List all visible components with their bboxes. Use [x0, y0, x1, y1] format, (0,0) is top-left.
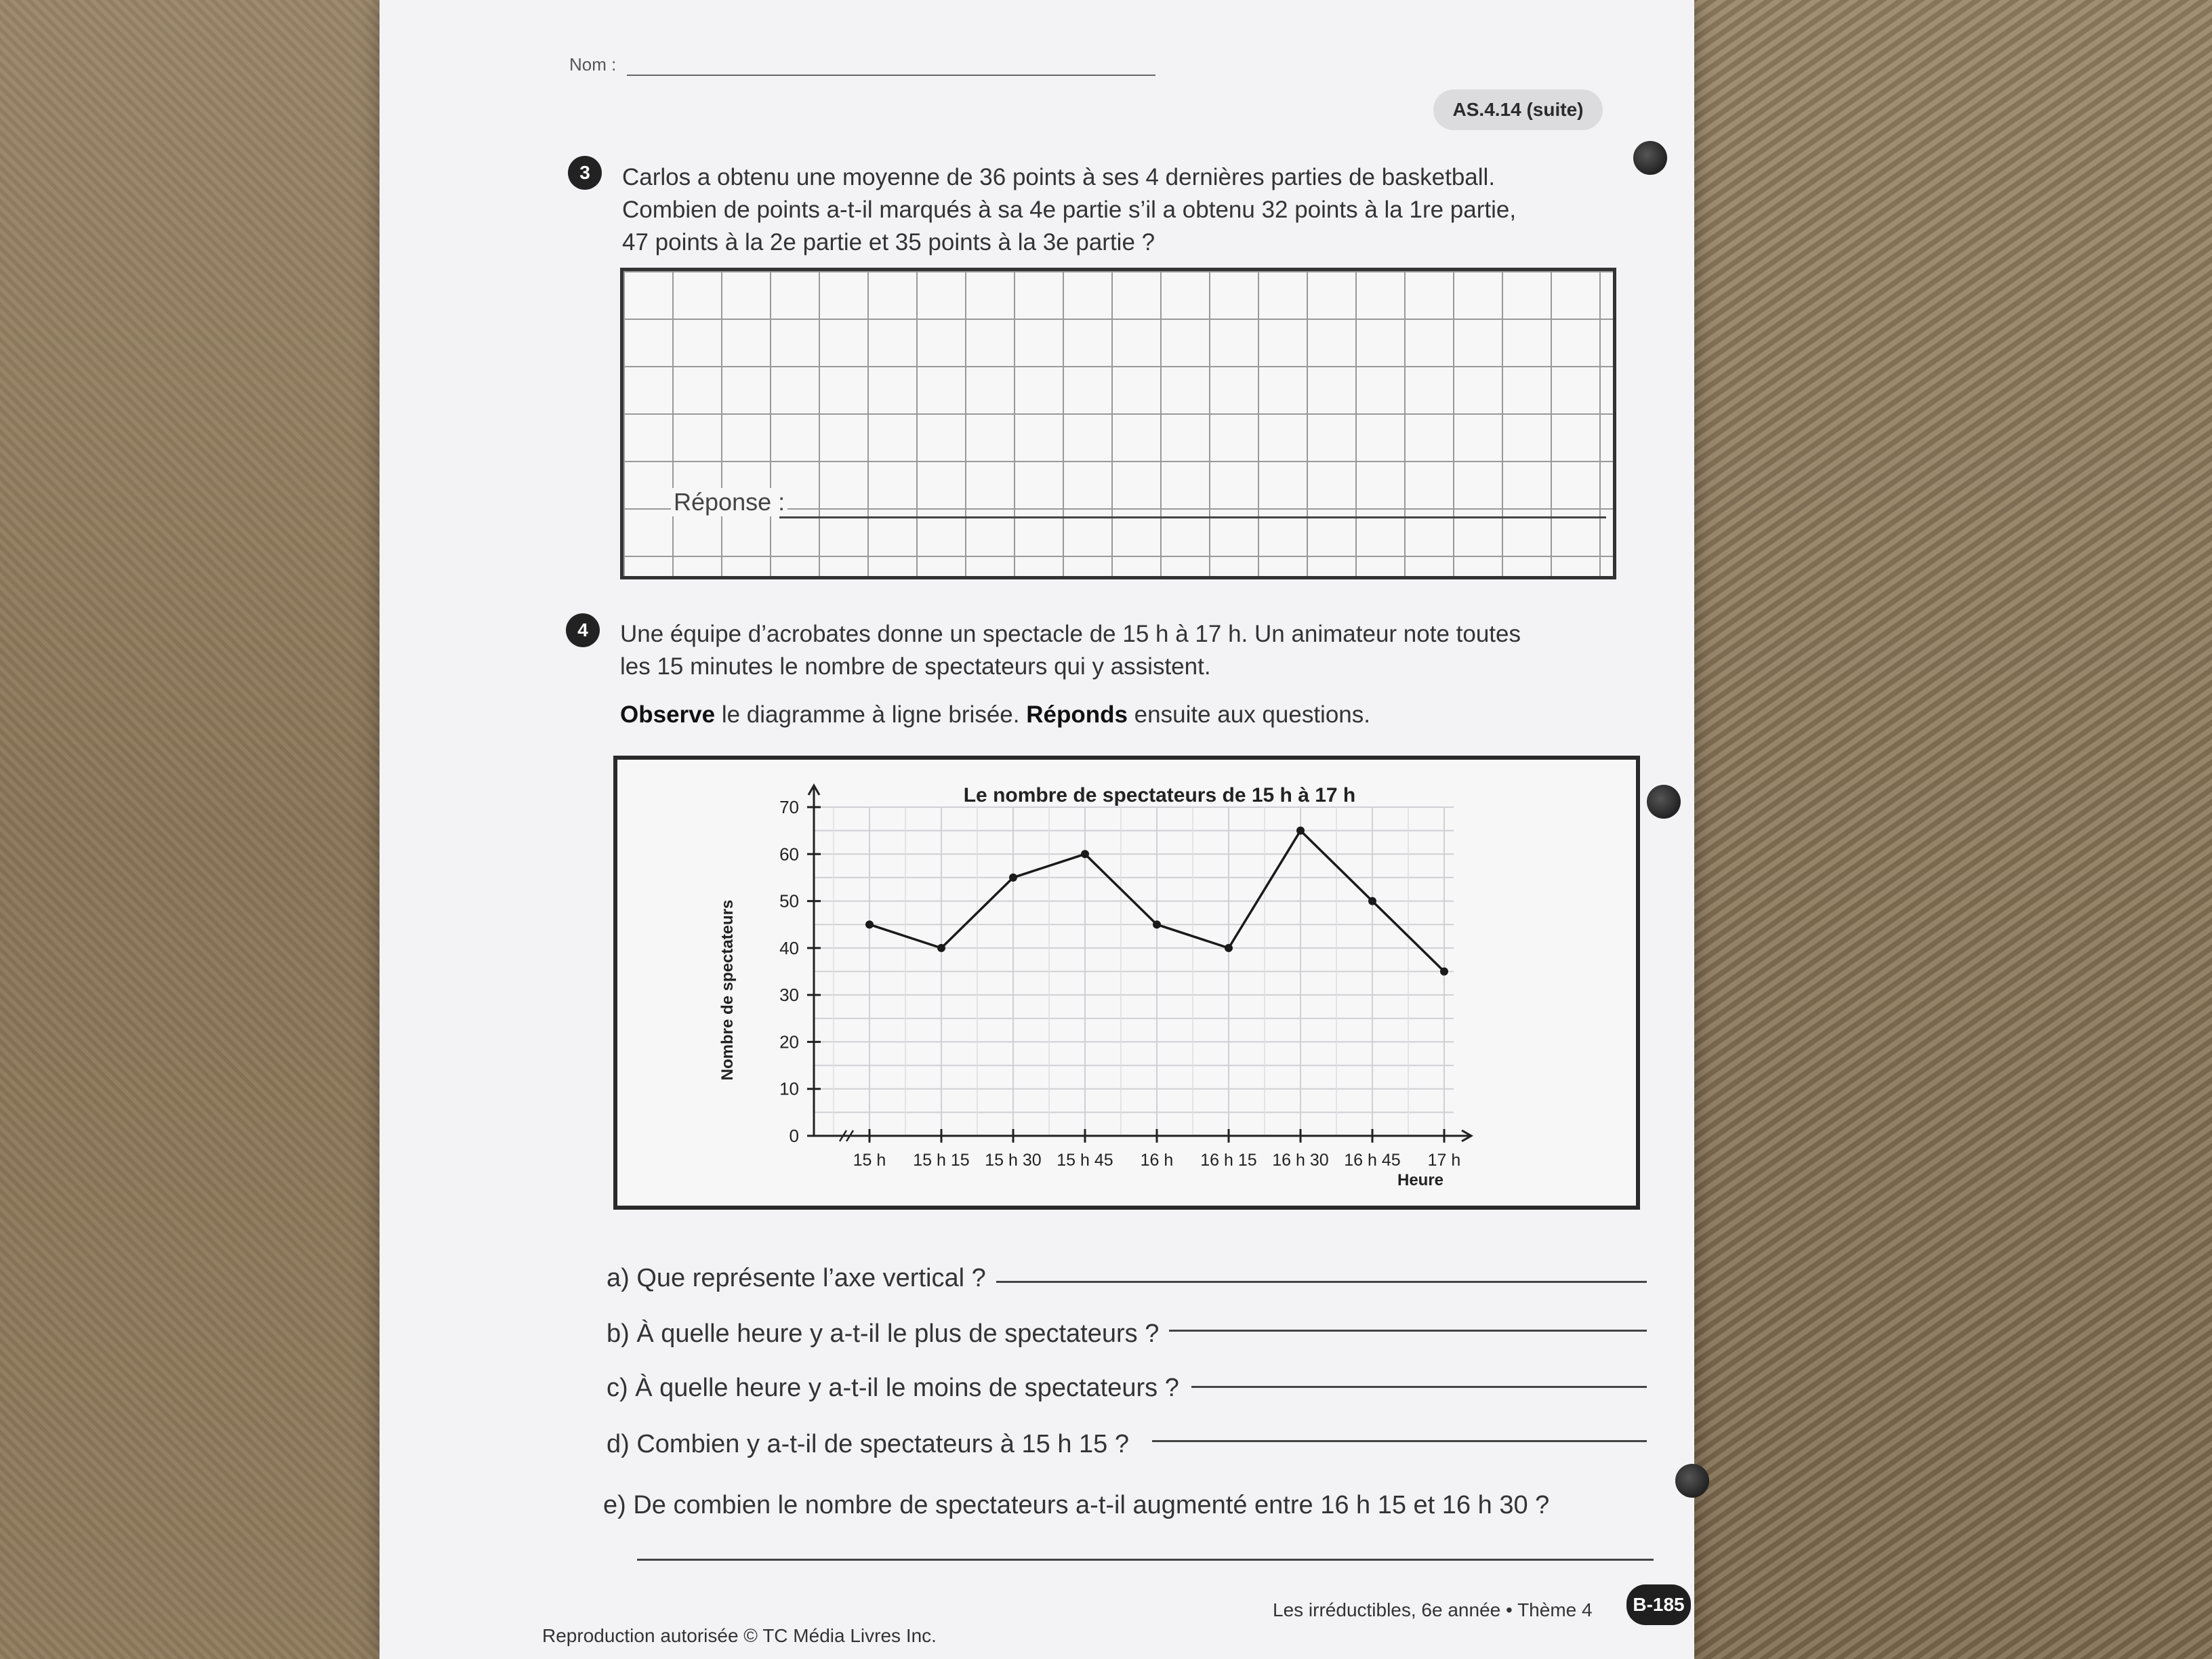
name-label: Nom : [569, 54, 617, 75]
answer-label: Réponse : [671, 488, 787, 516]
y-tick-label: 40 [779, 937, 799, 958]
question-3-number: 3 [568, 156, 602, 190]
question-4-text [620, 618, 1521, 683]
x-tick-label: 15 h 15 [913, 1151, 970, 1170]
chart-grid [814, 807, 1454, 1136]
instruction-middle: le diagramme à ligne brisée. [715, 701, 1027, 728]
line-chart-frame [613, 756, 1640, 1210]
instruction-end: ensuite aux questions. [1127, 701, 1370, 728]
question-4-line-2: les 15 minutes le nombre de spectateurs qui y assistent. [620, 653, 1211, 680]
x-tick-label: 16 h 45 [1344, 1151, 1401, 1170]
page-number-badge: B-185 [1626, 1584, 1691, 1625]
subquestion-d: d) Combien y a-t-il de spectateurs à 15 h 15 ? [607, 1430, 1129, 1458]
subquestion-e: e) De combien le nombre de spectateurs a-t-il augmenté entre 16 h 15 et 16 h 30 ? [603, 1491, 1550, 1519]
binder-hole-middle [1647, 785, 1681, 819]
y-tick-label: 50 [779, 890, 799, 912]
data-point [937, 944, 945, 952]
subquestion-b: b) À quelle heure y a-t-il le plus de spectateurs ? [607, 1319, 1160, 1348]
x-tick-label: 16 h 30 [1272, 1151, 1329, 1170]
chart-title: Le nombre de spectateurs de 15 h à 17 h [963, 784, 1356, 806]
copyright-footer: Reproduction autorisée © TC Média Livres Inc. [542, 1625, 937, 1646]
data-point [1296, 827, 1305, 835]
y-tick-label: 10 [779, 1078, 799, 1099]
y-axis-label: Nombre de spectateurs [718, 899, 737, 1081]
question-4-number: 4 [566, 613, 600, 647]
answer-line-e[interactable] [637, 1559, 1654, 1561]
background-carpet-right [1694, 0, 2212, 1659]
instruction-verb-observe: Observe [620, 701, 716, 728]
line-chart [617, 760, 1636, 1206]
book-footer: Les irréductibles, 6e année • Thème 4 [1273, 1599, 1593, 1620]
activity-code-badge: AS.4.14 (suite) [1433, 89, 1603, 130]
y-tick-label: 60 [779, 844, 799, 865]
y-tick-label: 30 [779, 985, 799, 1006]
data-point [1009, 874, 1017, 882]
data-point [1081, 850, 1089, 858]
binder-hole-bottom [1675, 1464, 1709, 1498]
name-field-line[interactable] [627, 75, 1155, 76]
calculation-grid[interactable] [620, 268, 1616, 579]
data-point [1153, 920, 1161, 928]
data-point [865, 920, 874, 928]
x-tick-label: 16 h 15 [1200, 1151, 1257, 1170]
data-point [1368, 897, 1376, 905]
instruction-verb-reponds: Réponds [1026, 701, 1128, 728]
binder-hole-top [1633, 141, 1667, 175]
question-3-text [622, 161, 1516, 259]
x-axis-label: Heure [1397, 1171, 1444, 1189]
chart-instruction [620, 701, 1370, 729]
subquestion-a: a) Que représente l’axe vertical ? [607, 1264, 986, 1292]
answer-line-d[interactable] [1152, 1440, 1647, 1442]
y-tick-label: 70 [779, 797, 799, 817]
answer-line-a[interactable] [996, 1281, 1647, 1283]
subquestion-c: c) À quelle heure y a-t-il le moins de spectateurs ? [607, 1374, 1179, 1402]
answer-line-c[interactable] [1191, 1386, 1647, 1388]
x-tick-label: 15 h 45 [1057, 1151, 1113, 1170]
background-carpet-left [0, 0, 380, 1659]
x-tick-label: 16 h [1140, 1151, 1174, 1170]
question-3-line-3: 47 points à la 2e partie et 35 points à la 3e partie ? [622, 229, 1155, 255]
y-tick-label: 0 [789, 1126, 799, 1146]
y-tick-label: 20 [779, 1031, 799, 1052]
data-point [1225, 944, 1233, 952]
worksheet-page [380, 0, 1694, 1659]
question-3-line-1: Carlos a obtenu une moyenne de 36 points à ses 4 dernières parties de basketball. [622, 164, 1496, 190]
question-4-line-1: Une équipe d’acrobates donne un spectacle de 15 h à 17 h. Un animateur note toutes [620, 621, 1521, 647]
answer-line-b[interactable] [1169, 1330, 1647, 1332]
question-3-line-2: Combien de points a-t-il marqués à sa 4e partie s’il a obtenu 32 points à la 1re partie, [622, 197, 1517, 223]
answer-line[interactable] [779, 516, 1606, 518]
x-tick-label: 17 h [1427, 1151, 1461, 1170]
chart-ticks [779, 797, 1460, 1170]
data-point [1440, 968, 1448, 976]
x-tick-label: 15 h 30 [985, 1151, 1042, 1170]
x-tick-label: 15 h [853, 1151, 886, 1170]
